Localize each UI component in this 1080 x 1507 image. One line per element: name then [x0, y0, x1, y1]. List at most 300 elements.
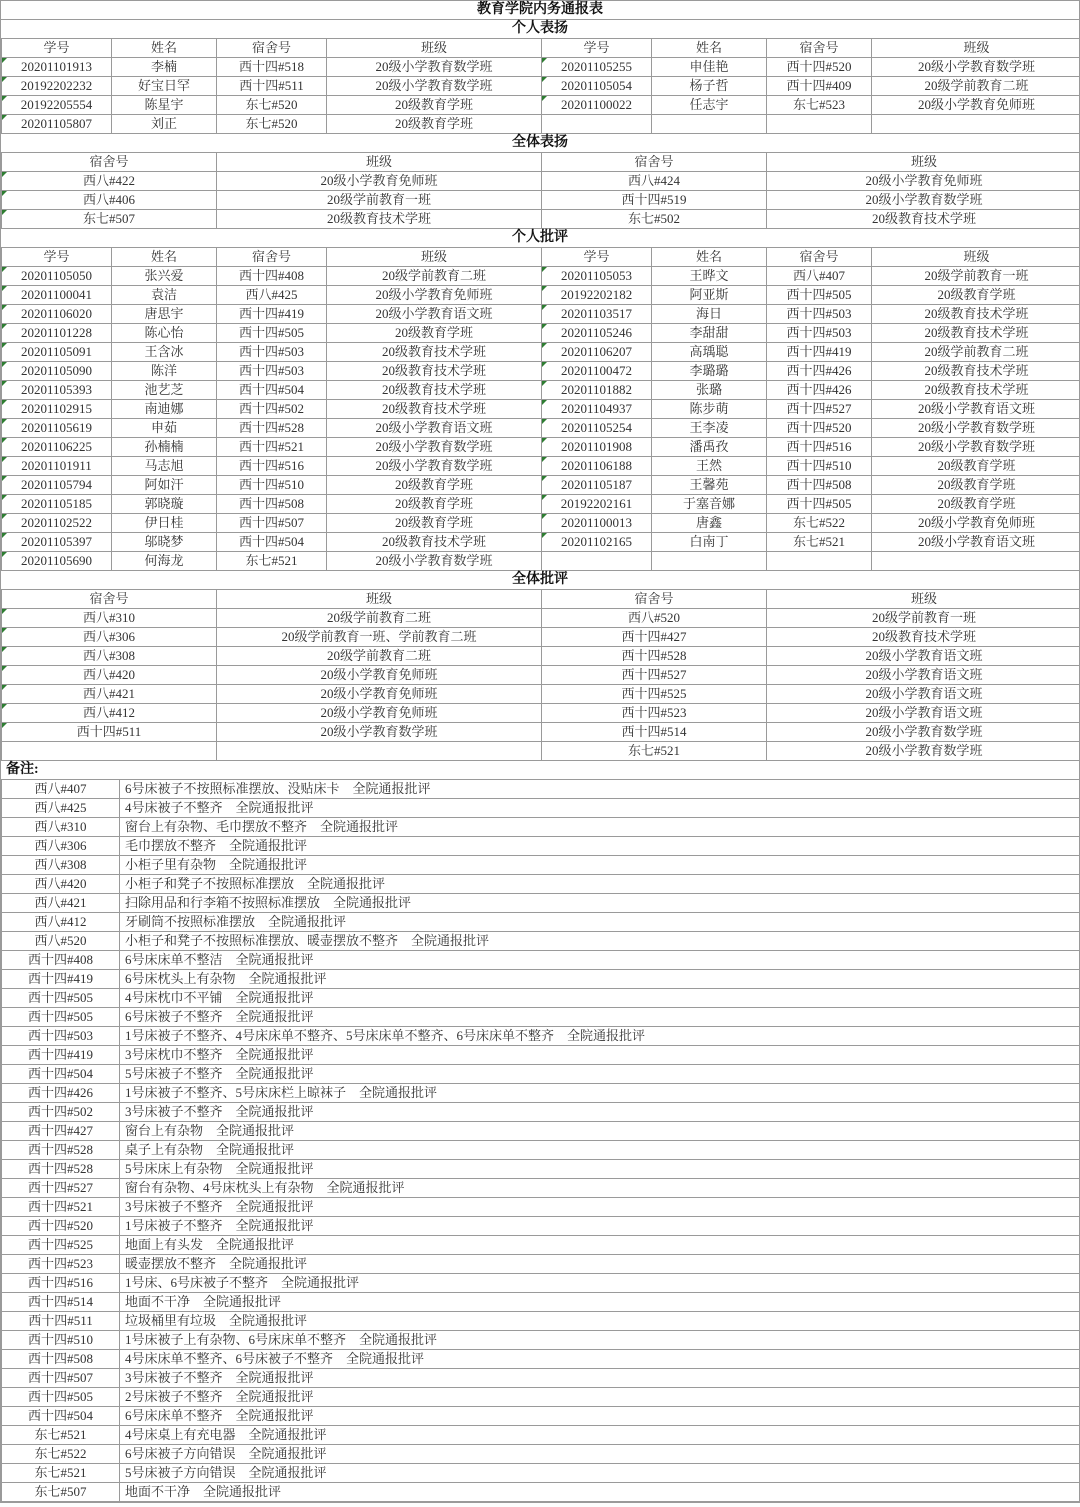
- cell-class: 20级小学教育语文班: [327, 305, 542, 324]
- remark-row: [2, 1426, 1080, 1445]
- cell-student-id: 20201105091: [2, 343, 112, 362]
- table-row: [2, 628, 1080, 647]
- column-header: 班级: [872, 39, 1080, 58]
- cell-class: 20级小学教育免师班: [217, 685, 542, 704]
- cell-class: 20级小学教育语文班: [767, 685, 1080, 704]
- cell-dorm: 西十四#502: [217, 400, 327, 419]
- cell-student-id: [542, 115, 652, 134]
- cell-note: 3号床被子不整齐 全院通报批评: [120, 1369, 1080, 1388]
- section-label-group-criticism: 全体批评: [512, 572, 568, 587]
- column-header: 姓名: [652, 39, 767, 58]
- cell-student-id: 20201105246: [542, 324, 652, 343]
- cell-dorm: 西十四#514: [2, 1293, 120, 1312]
- remark-row: [2, 970, 1080, 989]
- cell-class: 20级教育技术学班: [872, 324, 1080, 343]
- cell-name: 王李凌: [652, 419, 767, 438]
- cell-note: 牙刷筒不按照标准摆放 全院通报批评: [120, 913, 1080, 932]
- column-header: 班级: [217, 590, 542, 609]
- cell-student-id: 20201104937: [542, 400, 652, 419]
- cell-note: 暖壶摆放不整齐 全院通报批评: [120, 1255, 1080, 1274]
- cell-dorm: 西十四#511: [217, 77, 327, 96]
- remark-row: [2, 837, 1080, 856]
- cell-student-id: 20201102165: [542, 533, 652, 552]
- cell-note: 小柜子里有杂物 全院通报批评: [120, 856, 1080, 875]
- table-row: [2, 343, 1080, 362]
- cell-class: 20级教育技术学班: [872, 305, 1080, 324]
- cell-class: [872, 115, 1080, 134]
- cell-class: 20级学前教育一班、学前教育二班: [217, 628, 542, 647]
- cell-class: 20级小学教育免师班: [217, 704, 542, 723]
- header-row: [2, 153, 1080, 172]
- remark-row: [2, 1331, 1080, 1350]
- cell-dorm: 西八#421: [2, 685, 217, 704]
- cell-dorm: 东七#507: [2, 1483, 120, 1502]
- cell-note: 1号床被子不整齐、4号床床单不整齐、5号床床单不整齐、6号床床单不整齐 全院通报批评: [120, 1027, 1080, 1046]
- cell-dorm: 西十四#520: [767, 419, 872, 438]
- cell-dorm: 西八#310: [2, 818, 120, 837]
- group-criticism-table: [1, 589, 1080, 761]
- cell-dorm: 西十四#527: [2, 1179, 120, 1198]
- cell-student-id: 20201100041: [2, 286, 112, 305]
- remark-row: [2, 1369, 1080, 1388]
- cell-note: 4号床被子不整齐 全院通报批评: [120, 799, 1080, 818]
- cell-note: 窗台上有杂物、毛巾摆放不整齐 全院通报批评: [120, 818, 1080, 837]
- cell-dorm: 西十四#510: [2, 1331, 120, 1350]
- cell-student-id: 20192202161: [542, 495, 652, 514]
- cell-student-id: 20201105255: [542, 58, 652, 77]
- personal-praise-table: [1, 38, 1080, 134]
- header-row: [2, 590, 1080, 609]
- cell-student-id: [542, 552, 652, 571]
- header-row: [2, 39, 1080, 58]
- cell-class: 20级小学教育免师班: [767, 172, 1080, 191]
- cell-class: 20级小学教育语文班: [767, 647, 1080, 666]
- cell-student-id: 20192202182: [542, 286, 652, 305]
- cell-class: 20级教育技术学班: [217, 210, 542, 229]
- cell-student-id: 20201105619: [2, 419, 112, 438]
- table-row: [2, 210, 1080, 229]
- table-row: [2, 305, 1080, 324]
- cell-student-id: 20201105397: [2, 533, 112, 552]
- remark-row: [2, 1027, 1080, 1046]
- cell-name: 邬晓梦: [112, 533, 217, 552]
- cell-dorm: 西十四#521: [217, 438, 327, 457]
- cell-student-id: 20201106188: [542, 457, 652, 476]
- cell-dorm: 西十四#426: [767, 362, 872, 381]
- cell-name: [652, 115, 767, 134]
- cell-dorm: [767, 115, 872, 134]
- remark-row: [2, 1179, 1080, 1198]
- remark-row: [2, 913, 1080, 932]
- remark-row: [2, 780, 1080, 799]
- table-row: [2, 172, 1080, 191]
- cell-note: 1号床被子上有杂物、6号床床单不整齐 全院通报批评: [120, 1331, 1080, 1350]
- cell-student-id: 20201105187: [542, 476, 652, 495]
- cell-student-id: 20201101911: [2, 457, 112, 476]
- cell-note: 小柜子和凳子不按照标准摆放 全院通报批评: [120, 875, 1080, 894]
- remark-row: [2, 1255, 1080, 1274]
- cell-dorm: 西十四#511: [2, 1312, 120, 1331]
- cell-class: 20级教育技术学班: [767, 210, 1080, 229]
- cell-student-id: 20201100472: [542, 362, 652, 381]
- cell-dorm: 西十四#516: [217, 457, 327, 476]
- cell-dorm: 西十四#516: [767, 438, 872, 457]
- cell-name: 王馨苑: [652, 476, 767, 495]
- column-header: 姓名: [652, 248, 767, 267]
- cell-dorm: 西十四#426: [767, 381, 872, 400]
- cell-dorm: 西八#407: [767, 267, 872, 286]
- remark-row: [2, 1236, 1080, 1255]
- column-header: 班级: [767, 153, 1080, 172]
- cell-name: 袁洁: [112, 286, 217, 305]
- cell-dorm: 西十四#504: [2, 1065, 120, 1084]
- table-row: [2, 723, 1080, 742]
- column-header: 学号: [2, 248, 112, 267]
- table-row: [2, 742, 1080, 761]
- cell-class: 20级教育技术学班: [872, 362, 1080, 381]
- cell-name: 张璐: [652, 381, 767, 400]
- page-title: 教育学院内务通报表: [1, 1, 1079, 20]
- cell-note: 6号床被子方向错误 全院通报批评: [120, 1445, 1080, 1464]
- column-header: 宿舍号: [217, 39, 327, 58]
- cell-dorm: 西十四#528: [2, 1160, 120, 1179]
- remark-row: [2, 1198, 1080, 1217]
- cell-class: 20级教育学班: [327, 115, 542, 134]
- cell-name: 王晔文: [652, 267, 767, 286]
- cell-dorm: 西十四#503: [217, 362, 327, 381]
- cell-name: 好宝日罕: [112, 77, 217, 96]
- column-header: 班级: [872, 248, 1080, 267]
- cell-class: 20级教育学班: [327, 476, 542, 495]
- table-row: [2, 476, 1080, 495]
- cell-dorm: 西八#422: [2, 172, 217, 191]
- column-header: 姓名: [112, 39, 217, 58]
- table-row: [2, 609, 1080, 628]
- cell-dorm: 西十四#505: [767, 495, 872, 514]
- table-row: [2, 381, 1080, 400]
- remark-row: [2, 1483, 1080, 1502]
- remark-row: [2, 1141, 1080, 1160]
- cell-name: 郭晓璇: [112, 495, 217, 514]
- cell-name: 海日: [652, 305, 767, 324]
- cell-dorm: 西八#407: [2, 780, 120, 799]
- cell-note: 扫除用品和行李箱不按照标准摆放 全院通报批评: [120, 894, 1080, 913]
- cell-student-id: 20201105090: [2, 362, 112, 381]
- cell-dorm: 西八#308: [2, 647, 217, 666]
- cell-dorm: [767, 552, 872, 571]
- cell-name: 阿如汗: [112, 476, 217, 495]
- remark-row: [2, 1103, 1080, 1122]
- cell-note: 窗台有杂物、4号床枕头上有杂物 全院通报批评: [120, 1179, 1080, 1198]
- cell-student-id: 20201100013: [542, 514, 652, 533]
- cell-dorm: 西八#306: [2, 628, 217, 647]
- cell-dorm: 西十四#427: [542, 628, 767, 647]
- cell-name: 李楠: [112, 58, 217, 77]
- table-row: [2, 400, 1080, 419]
- cell-dorm: 西十四#510: [767, 457, 872, 476]
- remark-row: [2, 1217, 1080, 1236]
- cell-dorm: 西八#308: [2, 856, 120, 875]
- remark-row: [2, 1293, 1080, 1312]
- cell-name: 马志旭: [112, 457, 217, 476]
- cell-dorm: 西十四#508: [217, 495, 327, 514]
- cell-dorm: 西十四#505: [2, 989, 120, 1008]
- remark-row: [2, 875, 1080, 894]
- cell-class: 20级小学教育数学班: [327, 77, 542, 96]
- table-row: [2, 286, 1080, 305]
- cell-note: 3号床枕巾不整齐 全院通报批评: [120, 1046, 1080, 1065]
- cell-class: 20级学前教育二班: [217, 609, 542, 628]
- cell-class: 20级学前教育二班: [872, 343, 1080, 362]
- cell-class: 20级教育学班: [327, 514, 542, 533]
- cell-student-id: 20201105054: [542, 77, 652, 96]
- table-row: [2, 419, 1080, 438]
- cell-class: 20级教育学班: [872, 286, 1080, 305]
- cell-dorm: 东七#521: [2, 1426, 120, 1445]
- cell-dorm: 西十四#511: [2, 723, 217, 742]
- cell-class: 20级教育学班: [327, 495, 542, 514]
- remark-row: [2, 799, 1080, 818]
- cell-dorm: 西十四#419: [217, 305, 327, 324]
- cell-dorm: 东七#502: [542, 210, 767, 229]
- cell-dorm: 西十四#525: [542, 685, 767, 704]
- cell-dorm: 西十四#503: [217, 343, 327, 362]
- cell-dorm: 西十四#525: [2, 1236, 120, 1255]
- cell-class: 20级小学教育数学班: [217, 723, 542, 742]
- cell-class: 20级小学教育免师班: [217, 666, 542, 685]
- cell-class: 20级教育技术学班: [327, 381, 542, 400]
- cell-dorm: 西八#420: [2, 875, 120, 894]
- cell-student-id: 20201103517: [542, 305, 652, 324]
- cell-dorm: 西八#420: [2, 666, 217, 685]
- cell-class: 20级小学教育数学班: [872, 419, 1080, 438]
- cell-dorm: 西十四#419: [767, 343, 872, 362]
- table-row: [2, 704, 1080, 723]
- cell-class: 20级学前教育二班: [327, 267, 542, 286]
- remark-row: [2, 1312, 1080, 1331]
- cell-dorm: 西八#425: [217, 286, 327, 305]
- cell-dorm: [2, 742, 217, 761]
- cell-class: 20级教育技术学班: [872, 381, 1080, 400]
- cell-name: 陈心怡: [112, 324, 217, 343]
- cell-note: 地面上有头发 全院通报批评: [120, 1236, 1080, 1255]
- cell-dorm: 西十四#528: [2, 1141, 120, 1160]
- cell-dorm: 西十四#504: [217, 533, 327, 552]
- cell-name: 陈步萌: [652, 400, 767, 419]
- cell-dorm: 西十四#528: [542, 647, 767, 666]
- section-label-personal-praise: 个人表扬: [512, 21, 568, 36]
- cell-class: 20级小学教育免师班: [327, 286, 542, 305]
- remark-row: [2, 1160, 1080, 1179]
- cell-name: 伊日桂: [112, 514, 217, 533]
- cell-name: 李甜甜: [652, 324, 767, 343]
- cell-note: 小柜子和凳子不按照标准摆放、暖壶摆放不整齐 全院通报批评: [120, 932, 1080, 951]
- cell-class: 20级教育学班: [872, 495, 1080, 514]
- column-header: 宿舍号: [767, 39, 872, 58]
- column-header: 宿舍号: [2, 590, 217, 609]
- table-row: [2, 666, 1080, 685]
- cell-note: 桌子上有杂物 全院通报批评: [120, 1141, 1080, 1160]
- cell-note: 6号床床单不整齐 全院通报批评: [120, 1407, 1080, 1426]
- cell-class: 20级学前教育二班: [872, 77, 1080, 96]
- cell-name: 申茹: [112, 419, 217, 438]
- cell-dorm: 西八#306: [2, 837, 120, 856]
- cell-dorm: 西十四#520: [2, 1217, 120, 1236]
- column-header: 班级: [327, 39, 542, 58]
- cell-class: 20级小学教育数学班: [327, 438, 542, 457]
- remark-row: [2, 1046, 1080, 1065]
- remark-row: [2, 1122, 1080, 1141]
- cell-dorm: 西八#425: [2, 799, 120, 818]
- column-header: 宿舍号: [542, 590, 767, 609]
- cell-dorm: 东七#522: [767, 514, 872, 533]
- table-row: [2, 685, 1080, 704]
- cell-dorm: 西十四#528: [217, 419, 327, 438]
- cell-dorm: 西十四#408: [2, 951, 120, 970]
- cell-dorm: 西十四#527: [542, 666, 767, 685]
- cell-name: 唐鑫: [652, 514, 767, 533]
- cell-dorm: 东七#521: [767, 533, 872, 552]
- cell-dorm: 西十四#503: [767, 324, 872, 343]
- cell-student-id: 20201101882: [542, 381, 652, 400]
- cell-name: 李璐璐: [652, 362, 767, 381]
- cell-class: 20级教育技术学班: [327, 343, 542, 362]
- cell-student-id: 20201102522: [2, 514, 112, 533]
- cell-dorm: 西十四#514: [542, 723, 767, 742]
- cell-note: 垃圾桶里有垃圾 全院通报批评: [120, 1312, 1080, 1331]
- cell-dorm: 西十四#521: [2, 1198, 120, 1217]
- cell-dorm: 西十四#503: [2, 1027, 120, 1046]
- cell-name: 申佳艳: [652, 58, 767, 77]
- cell-dorm: 西八#520: [542, 609, 767, 628]
- cell-dorm: 西十四#518: [217, 58, 327, 77]
- cell-student-id: 20201106225: [2, 438, 112, 457]
- cell-dorm: 西八#310: [2, 609, 217, 628]
- cell-class: 20级教育技术学班: [327, 400, 542, 419]
- cell-name: 杨子哲: [652, 77, 767, 96]
- table-row: [2, 514, 1080, 533]
- cell-dorm: 东七#523: [767, 96, 872, 115]
- cell-dorm: 西十四#419: [2, 970, 120, 989]
- remark-row: [2, 1084, 1080, 1103]
- cell-student-id: 20201105053: [542, 267, 652, 286]
- cell-note: 地面不干净 全院通报批评: [120, 1483, 1080, 1502]
- cell-class: 20级小学教育免师班: [872, 96, 1080, 115]
- cell-class: 20级教育学班: [327, 324, 542, 343]
- remark-row: [2, 1274, 1080, 1293]
- cell-name: 刘正: [112, 115, 217, 134]
- column-header: 班级: [217, 153, 542, 172]
- cell-note: 4号床床单不整齐、6号床被子不整齐 全院通报批评: [120, 1350, 1080, 1369]
- cell-dorm: 西八#424: [542, 172, 767, 191]
- cell-class: 20级教育学班: [327, 96, 542, 115]
- cell-dorm: 西十四#523: [542, 704, 767, 723]
- column-header: 班级: [767, 590, 1080, 609]
- cell-dorm: 西八#421: [2, 894, 120, 913]
- column-header: 学号: [542, 39, 652, 58]
- cell-note: 4号床枕巾不平铺 全院通报批评: [120, 989, 1080, 1008]
- cell-class: 20级学前教育一班: [217, 191, 542, 210]
- cell-note: 5号床床上有杂物 全院通报批评: [120, 1160, 1080, 1179]
- cell-student-id: 20201105794: [2, 476, 112, 495]
- cell-name: 张兴爱: [112, 267, 217, 286]
- remark-row: [2, 1407, 1080, 1426]
- cell-name: 孙楠楠: [112, 438, 217, 457]
- cell-student-id: 20201101228: [2, 324, 112, 343]
- cell-name: 高瑀聪: [652, 343, 767, 362]
- cell-student-id: 20201106020: [2, 305, 112, 324]
- cell-dorm: 西八#412: [2, 704, 217, 723]
- cell-student-id: 20201105050: [2, 267, 112, 286]
- cell-name: 白南丁: [652, 533, 767, 552]
- cell-dorm: 西十四#409: [767, 77, 872, 96]
- cell-student-id: 20201101908: [542, 438, 652, 457]
- cell-class: 20级小学教育数学班: [327, 58, 542, 77]
- cell-note: 窗台上有杂物 全院通报批评: [120, 1122, 1080, 1141]
- cell-student-id: 20201102915: [2, 400, 112, 419]
- cell-dorm: 东七#521: [2, 1464, 120, 1483]
- cell-class: 20级教育技术学班: [327, 533, 542, 552]
- cell-name: 阿亚斯: [652, 286, 767, 305]
- cell-note: 5号床被子不整齐 全院通报批评: [120, 1065, 1080, 1084]
- column-header: 学号: [542, 248, 652, 267]
- cell-class: 20级小学教育数学班: [767, 191, 1080, 210]
- cell-name: 王含冰: [112, 343, 217, 362]
- cell-name: 于塞音娜: [652, 495, 767, 514]
- header-row: [2, 248, 1080, 267]
- remark-row: [2, 951, 1080, 970]
- cell-note: 毛巾摆放不整齐 全院通报批评: [120, 837, 1080, 856]
- table-row: [2, 324, 1080, 343]
- cell-name: 唐思宇: [112, 305, 217, 324]
- table-row: [2, 438, 1080, 457]
- cell-dorm: 西十四#505: [767, 286, 872, 305]
- cell-class: 20级小学教育数学班: [327, 457, 542, 476]
- cell-note: 6号床床单不整洁 全院通报批评: [120, 951, 1080, 970]
- remark-row: [2, 1445, 1080, 1464]
- cell-dorm: 西十四#508: [2, 1350, 120, 1369]
- cell-class: 20级小学教育语文班: [767, 704, 1080, 723]
- section-label-group-praise: 全体表扬: [512, 135, 568, 150]
- table-row: [2, 58, 1080, 77]
- remark-row: [2, 989, 1080, 1008]
- column-header: 姓名: [112, 248, 217, 267]
- cell-class: 20级小学教育语文班: [872, 533, 1080, 552]
- cell-student-id: 20201106207: [542, 343, 652, 362]
- cell-name: 任志宇: [652, 96, 767, 115]
- cell-dorm: 西十四#419: [2, 1046, 120, 1065]
- cell-note: 3号床被子不整齐 全院通报批评: [120, 1198, 1080, 1217]
- cell-dorm: 东七#521: [542, 742, 767, 761]
- cell-note: 1号床被子不整齐、5号床床栏上晾袜子 全院通报批评: [120, 1084, 1080, 1103]
- section-label-personal-criticism: 个人批评: [512, 230, 568, 245]
- cell-class: 20级小学教育数学班: [767, 742, 1080, 761]
- remark-row: [2, 1388, 1080, 1407]
- cell-dorm: 西十四#505: [2, 1008, 120, 1027]
- column-header: 宿舍号: [767, 248, 872, 267]
- column-header: 宿舍号: [217, 248, 327, 267]
- cell-class: 20级小学教育免师班: [872, 514, 1080, 533]
- cell-dorm: 西十四#519: [542, 191, 767, 210]
- table-row: [2, 495, 1080, 514]
- remark-row: [2, 1065, 1080, 1084]
- cell-note: 3号床被子不整齐 全院通报批评: [120, 1103, 1080, 1122]
- cell-dorm: 东七#522: [2, 1445, 120, 1464]
- table-row: [2, 533, 1080, 552]
- cell-dorm: 西十四#504: [217, 381, 327, 400]
- remarks-table: [1, 779, 1080, 1502]
- section-label-remarks: 备注:: [6, 762, 39, 777]
